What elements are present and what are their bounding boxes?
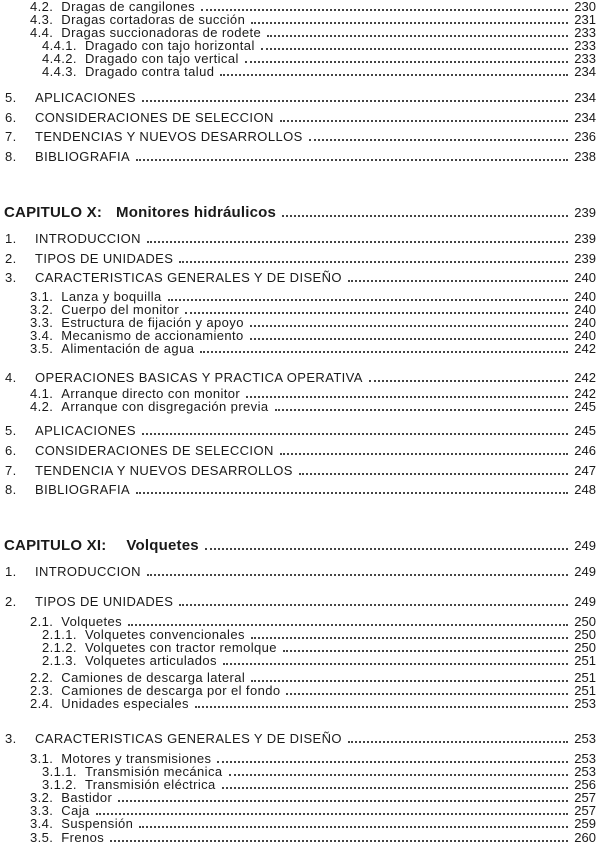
dot-leader: [200, 350, 568, 353]
page-number: 233: [574, 51, 596, 66]
dot-leader: [223, 662, 568, 665]
entry-number: 3.5.: [30, 830, 54, 845]
page-number: 239: [574, 231, 596, 246]
page-number: 250: [574, 640, 596, 655]
entry-title: Cuerpo del monitor: [61, 302, 180, 317]
dot-leader: [136, 491, 568, 494]
page-number: 256: [574, 777, 596, 792]
entry-title: CARACTERISTICAS GENERALES Y DE DISEÑO: [35, 731, 342, 746]
dot-leader: [251, 21, 568, 24]
chapter-heading: [4, 204, 596, 222]
page-number: 253: [574, 731, 596, 746]
entry-title: Lanza y boquilla: [61, 289, 162, 304]
entry-number: 2.: [5, 251, 17, 266]
entry-number: 2.3.: [30, 683, 54, 698]
entry-title: Volquetes: [126, 537, 199, 554]
dot-leader: [280, 452, 569, 455]
entry-title: Estructura de fijación y apoyo: [61, 315, 244, 330]
entry-number: 4.2.: [30, 399, 54, 414]
page-number: 245: [574, 399, 596, 414]
toc-entry: [5, 371, 596, 385]
toc-entry: [30, 697, 596, 711]
page-number: 234: [574, 110, 596, 125]
page-number: 233: [574, 38, 596, 53]
entry-title: CONSIDERACIONES DE SELECCION: [35, 443, 274, 458]
entry-title: TIPOS DE UNIDADES: [35, 251, 174, 266]
page-number: 240: [574, 328, 596, 343]
entry-number: 3.4.: [30, 816, 54, 831]
chapter-heading: [4, 537, 596, 555]
toc-entry: [5, 91, 596, 105]
toc-entry: [5, 595, 596, 609]
dot-leader: [128, 623, 568, 626]
entry-title: INTRODUCCION: [35, 231, 141, 246]
page-number: 249: [574, 594, 596, 609]
entry-title: OPERACIONES BASICAS Y PRACTICA OPERATIVA: [35, 370, 363, 385]
page-number: 233: [574, 25, 596, 40]
entry-number: 1.: [5, 231, 17, 246]
toc-entry: [30, 342, 596, 356]
page-number: 234: [574, 90, 596, 105]
entry-number: CAPITULO X:: [4, 204, 103, 221]
entry-title: Volquetes convencionales: [84, 627, 245, 642]
entry-title: Unidades especiales: [61, 696, 189, 711]
entry-number: 7.: [5, 129, 17, 144]
dot-leader: [246, 395, 568, 398]
dot-leader: [369, 379, 568, 382]
toc-entry: [42, 778, 596, 792]
page-number: 242: [574, 370, 596, 385]
toc-entry: [42, 65, 596, 79]
dot-leader: [348, 740, 568, 743]
entry-title: Volquetes: [61, 614, 123, 629]
entry-number: 4.4.: [30, 25, 54, 40]
dot-leader: [136, 158, 568, 161]
dot-leader: [282, 214, 568, 217]
entry-title: Transmisión eléctrica: [84, 777, 216, 792]
entry-number: 2.1.1.: [42, 627, 77, 642]
entry-number: 7.: [5, 463, 17, 478]
page-number: 240: [574, 315, 596, 330]
entry-title: Frenos: [61, 830, 105, 845]
entry-title: INTRODUCCION: [35, 564, 141, 579]
page-number: 251: [574, 653, 596, 668]
page-number: 246: [574, 443, 596, 458]
entry-number: 4.4.3.: [42, 64, 77, 79]
entry-title: TENDENCIAS Y NUEVOS DESARROLLOS: [35, 129, 303, 144]
entry-title: Suspensión: [61, 816, 134, 831]
entry-number: 3.2.: [30, 302, 54, 317]
entry-number: 5.: [5, 90, 17, 105]
dot-leader: [96, 812, 569, 815]
entry-number: 6.: [5, 110, 17, 125]
page-number: 253: [574, 764, 596, 779]
entry-number: 3.1.: [30, 751, 54, 766]
entry-title: TIPOS DE UNIDADES: [35, 594, 174, 609]
entry-title: Monitores hidráulicos: [116, 204, 277, 221]
toc-entry: [5, 252, 596, 266]
dot-leader: [185, 311, 568, 314]
page-number: 240: [574, 270, 596, 285]
page-number: 249: [574, 564, 596, 579]
dot-leader: [110, 839, 568, 842]
toc-entry: [30, 831, 596, 845]
entry-title: APLICACIONES: [35, 423, 136, 438]
page-number: 234: [574, 64, 596, 79]
toc-entry: [5, 732, 596, 746]
page-number: 231: [574, 12, 596, 27]
dot-leader: [179, 603, 568, 606]
page-number: 253: [574, 751, 596, 766]
entry-number: 3.3.: [30, 315, 54, 330]
entry-title: Caja: [61, 803, 90, 818]
dot-leader: [251, 636, 568, 639]
entry-title: Dragado con tajo horizontal: [84, 38, 255, 53]
dot-leader: [179, 260, 568, 263]
dot-leader: [261, 47, 569, 50]
page-number: 253: [574, 696, 596, 711]
entry-number: 3.5.: [30, 341, 54, 356]
entry-title: Mecanismo de accionamiento: [61, 328, 244, 343]
dot-leader: [201, 8, 568, 11]
page-number: 242: [574, 341, 596, 356]
entry-number: 2.2.: [30, 670, 54, 685]
entry-number: 2.1.: [30, 614, 54, 629]
dot-leader: [250, 337, 569, 340]
page-number: 240: [574, 302, 596, 317]
entry-number: 2.: [5, 594, 17, 609]
entry-number: 4.1.: [30, 386, 54, 401]
entry-number: 3.3.: [30, 803, 54, 818]
entry-number: 5.: [5, 423, 17, 438]
entry-title: Dragado con tajo vertical: [84, 51, 239, 66]
toc-entry: [42, 654, 596, 668]
dot-leader: [217, 760, 568, 763]
entry-number: 8.: [5, 149, 17, 164]
page-number: 236: [574, 129, 596, 144]
entry-title: Dragas succionadoras de rodete: [61, 25, 262, 40]
entry-number: 1.: [5, 564, 17, 579]
entry-title: Alimentación de agua: [61, 341, 195, 356]
toc-entry: [30, 400, 596, 414]
entry-title: Dragado contra talud: [84, 64, 215, 79]
dot-leader: [205, 547, 569, 550]
page-number: 230: [574, 0, 596, 14]
entry-title: CARACTERISTICAS GENERALES Y DE DISEÑO: [35, 270, 342, 285]
entry-title: Volquetes articulados: [84, 653, 217, 668]
dot-leader: [309, 138, 569, 141]
dot-leader: [222, 786, 569, 789]
entry-title: BIBLIOGRAFIA: [35, 149, 131, 164]
dot-leader: [142, 99, 568, 102]
entry-number: 4.3.: [30, 12, 54, 27]
entry-number: 8.: [5, 482, 17, 497]
entry-title: Volquetes con tractor remolque: [84, 640, 277, 655]
entry-number: 3.1.1.: [42, 764, 77, 779]
entry-title: Arranque con disgregación previa: [61, 399, 269, 414]
toc-entry: [5, 232, 596, 246]
entry-title: Transmisión mecánica: [84, 764, 223, 779]
toc-entry: [5, 565, 596, 579]
entry-number: 4.4.2.: [42, 51, 77, 66]
page-number: 240: [574, 289, 596, 304]
page-number: 250: [574, 627, 596, 642]
entry-number: 2.1.3.: [42, 653, 77, 668]
entry-title: BIBLIOGRAFIA: [35, 482, 131, 497]
entry-number: 3.1.2.: [42, 777, 77, 792]
dot-leader: [299, 472, 568, 475]
page-number: 251: [574, 670, 596, 685]
entry-title: Bastidor: [61, 790, 113, 805]
page-number: 238: [574, 149, 596, 164]
entry-number: 4.2.: [30, 0, 54, 14]
entry-number: 4.4.1.: [42, 38, 77, 53]
dot-leader: [283, 649, 568, 652]
dot-leader: [147, 573, 568, 576]
dot-leader: [245, 60, 569, 63]
dot-leader: [251, 679, 568, 682]
dot-leader: [275, 408, 569, 411]
page-number: 257: [574, 790, 596, 805]
toc-entry: [30, 817, 596, 831]
entry-title: Dragas cortadoras de succión: [61, 12, 246, 27]
dot-leader: [348, 279, 568, 282]
entry-title: Camiones de descarga por el fondo: [61, 683, 281, 698]
entry-title: CONSIDERACIONES DE SELECCION: [35, 110, 274, 125]
page-number: 250: [574, 614, 596, 629]
toc-entry: [5, 111, 596, 125]
entry-number: 6.: [5, 443, 17, 458]
page-number: 247: [574, 463, 596, 478]
entry-number: 3.1.: [30, 289, 54, 304]
page-number: 260: [574, 830, 596, 845]
toc-entry: [5, 271, 596, 285]
page-number: 248: [574, 482, 596, 497]
entry-number: 3.4.: [30, 328, 54, 343]
entry-number: 3.: [5, 731, 17, 746]
page-number: 251: [574, 683, 596, 698]
dot-leader: [286, 692, 568, 695]
dot-leader: [147, 240, 568, 243]
page-number: 249: [574, 538, 596, 553]
entry-title: Motores y transmisiones: [61, 751, 212, 766]
dot-leader: [168, 298, 569, 301]
entry-title: Arranque directo con monitor: [61, 386, 241, 401]
entry-title: TENDENCIA Y NUEVOS DESARROLLOS: [35, 463, 293, 478]
dot-leader: [220, 73, 568, 76]
entry-title: Dragas de cangilones: [61, 0, 196, 14]
toc-entry: [5, 483, 596, 497]
toc-entry: [5, 464, 596, 478]
entry-title: Camiones de descarga lateral: [61, 670, 246, 685]
entry-number: 2.4.: [30, 696, 54, 711]
dot-leader: [195, 705, 568, 708]
dot-leader: [250, 324, 568, 327]
page-number: 239: [574, 251, 596, 266]
toc-entry: [30, 791, 596, 805]
toc-entry: [5, 424, 596, 438]
entry-title: APLICACIONES: [35, 90, 136, 105]
page-number: 259: [574, 816, 596, 831]
page-number: 239: [574, 205, 596, 220]
page-number: 257: [574, 803, 596, 818]
toc-entry: [5, 150, 596, 164]
entry-number: 4.: [5, 370, 17, 385]
dot-leader: [267, 34, 568, 37]
entry-number: 2.1.2.: [42, 640, 77, 655]
entry-number: CAPITULO XI:: [4, 537, 107, 554]
toc-entry: [5, 130, 596, 144]
page-number: 242: [574, 386, 596, 401]
dot-leader: [229, 773, 569, 776]
dot-leader: [118, 799, 568, 802]
dot-leader: [139, 825, 568, 828]
toc-entry: [5, 444, 596, 458]
entry-number: 3.2.: [30, 790, 54, 805]
entry-number: 3.: [5, 270, 17, 285]
dot-leader: [142, 432, 568, 435]
page-number: 245: [574, 423, 596, 438]
dot-leader: [280, 119, 569, 122]
